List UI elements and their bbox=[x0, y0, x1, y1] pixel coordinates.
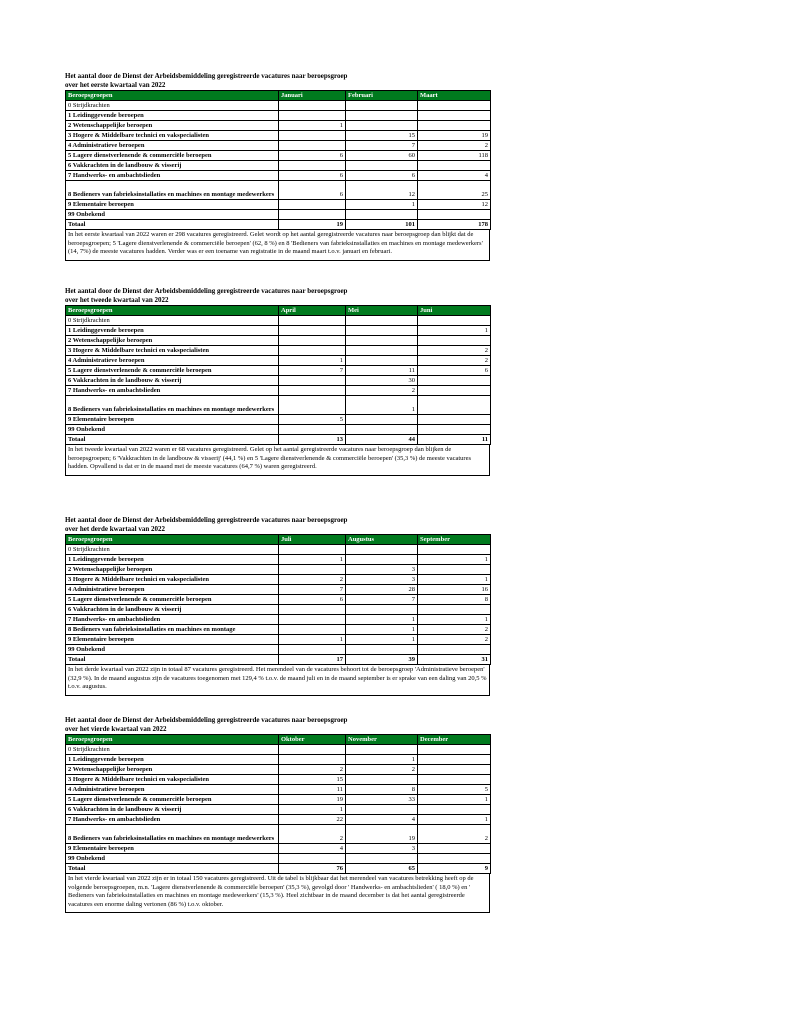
cell-value bbox=[418, 545, 491, 555]
cell-value bbox=[279, 545, 346, 555]
cell-value bbox=[418, 765, 491, 775]
cell-value: 11 bbox=[346, 366, 418, 376]
table-row bbox=[66, 121, 491, 131]
cell-value: 1 bbox=[418, 555, 491, 565]
header-category: Beroepsgroepen bbox=[66, 735, 279, 745]
cell-value: 2 bbox=[418, 635, 491, 645]
row-label: 3 Hogere & Middelbare technici en vakspecialisten bbox=[66, 775, 279, 785]
row-label: 8 Bedieners van fabrieksinstallaties en machines en montage medewerkers bbox=[66, 396, 279, 415]
cell-value: 12 bbox=[418, 200, 491, 210]
row-label: 9 Elementaire beroepen bbox=[66, 635, 279, 645]
table-row bbox=[66, 854, 491, 864]
cell-value bbox=[346, 161, 418, 171]
cell-value bbox=[346, 775, 418, 785]
header-month: Augustus bbox=[346, 535, 418, 545]
table-row bbox=[66, 396, 491, 415]
header-month: Mei bbox=[346, 306, 418, 316]
header-category: Beroepsgroepen bbox=[66, 535, 279, 545]
table-row bbox=[66, 765, 491, 775]
cell-value: 11 bbox=[279, 785, 346, 795]
table-row bbox=[66, 200, 491, 210]
row-label: 2 Wetenschappelijke beroepen bbox=[66, 565, 279, 575]
cell-value: 31 bbox=[418, 655, 491, 665]
cell-value bbox=[346, 101, 418, 111]
row-label: 0 Strijdkrachten bbox=[66, 545, 279, 555]
header-month: Juli bbox=[279, 535, 346, 545]
cell-value bbox=[279, 605, 346, 615]
cell-value bbox=[418, 745, 491, 755]
table-row bbox=[66, 595, 491, 605]
cell-value bbox=[418, 386, 491, 396]
table-row bbox=[66, 425, 491, 435]
cell-value bbox=[418, 101, 491, 111]
cell-value bbox=[279, 625, 346, 635]
cell-value bbox=[279, 396, 346, 415]
row-label: Totaal bbox=[66, 655, 279, 665]
table-row bbox=[66, 161, 491, 171]
row-label: 7 Handwerks- en ambachtslieden bbox=[66, 386, 279, 396]
row-label: 2 Wetenschappelijke beroepen bbox=[66, 765, 279, 775]
cell-value bbox=[279, 131, 346, 141]
row-label: 99 Onbekend bbox=[66, 425, 279, 435]
cell-value: 22 bbox=[279, 815, 346, 825]
cell-value bbox=[346, 415, 418, 425]
cell-value bbox=[418, 755, 491, 765]
cell-value: 1 bbox=[346, 396, 418, 415]
table-subtitle: over het derde kwartaal van 2022 bbox=[65, 525, 165, 533]
cell-value: 1 bbox=[346, 635, 418, 645]
table-row bbox=[66, 415, 491, 425]
row-label: 3 Hogere & Middelbare technici en vakspecialisten bbox=[66, 575, 279, 585]
cell-value: 4 bbox=[279, 844, 346, 854]
table-title: Het aantal door de Dienst der Arbeidsbemiddeling geregistreerde vacatures naar beroepsgroep bbox=[65, 716, 348, 724]
cell-value bbox=[418, 376, 491, 386]
vacancies-table bbox=[65, 90, 491, 230]
header-month: Maart bbox=[418, 91, 491, 101]
row-label: 8 Bedieners van fabrieksinstallaties en machines en montage medewerkers bbox=[66, 825, 279, 844]
cell-value bbox=[346, 336, 418, 346]
table-row bbox=[66, 356, 491, 366]
cell-value bbox=[346, 210, 418, 220]
cell-value: 39 bbox=[346, 655, 418, 665]
table-header-row bbox=[66, 735, 491, 745]
cell-value bbox=[346, 316, 418, 326]
cell-value: 2 bbox=[418, 825, 491, 844]
cell-value: 19 bbox=[279, 220, 346, 230]
row-label: 1 Leidinggevende beroepen bbox=[66, 326, 279, 336]
quarter-section bbox=[65, 516, 490, 696]
row-label: 6 Vakkrachten in de landbouw & visserij bbox=[66, 161, 279, 171]
header-category: Beroepsgroepen bbox=[66, 306, 279, 316]
row-label: 99 Onbekend bbox=[66, 210, 279, 220]
row-label: 5 Lagere dienstverlenende & commerciële beroepen bbox=[66, 366, 279, 376]
cell-value bbox=[418, 336, 491, 346]
cell-value: 7 bbox=[279, 585, 346, 595]
row-label: 5 Lagere dienstverlenende & commerciële beroepen bbox=[66, 151, 279, 161]
cell-value: 4 bbox=[346, 815, 418, 825]
cell-value: 1 bbox=[279, 805, 346, 815]
row-label: 7 Handwerks- en ambachtslieden bbox=[66, 815, 279, 825]
row-label: 3 Hogere & Middelbare technici en vakspecialisten bbox=[66, 131, 279, 141]
header-month: Februari bbox=[346, 91, 418, 101]
table-row bbox=[66, 555, 491, 565]
cell-value: 2 bbox=[418, 141, 491, 151]
table-row bbox=[66, 755, 491, 765]
row-label: 9 Elementaire beroepen bbox=[66, 200, 279, 210]
row-label: 9 Elementaire beroepen bbox=[66, 844, 279, 854]
cell-value bbox=[418, 854, 491, 864]
row-label: 5 Lagere dienstverlenende & commerciële beroepen bbox=[66, 595, 279, 605]
total-row bbox=[66, 655, 491, 665]
table-header-row bbox=[66, 91, 491, 101]
cell-value: 2 bbox=[418, 356, 491, 366]
row-label: 0 Strijdkrachten bbox=[66, 101, 279, 111]
cell-value: 7 bbox=[346, 595, 418, 605]
cell-value bbox=[346, 121, 418, 131]
cell-value bbox=[418, 161, 491, 171]
table-title: Het aantal door de Dienst der Arbeidsbemiddeling geregistreerde vacatures naar beroepsgroep bbox=[65, 287, 348, 295]
row-label: Totaal bbox=[66, 435, 279, 445]
cell-value bbox=[418, 111, 491, 121]
cell-value bbox=[279, 336, 346, 346]
cell-value: 178 bbox=[418, 220, 491, 230]
row-label: 4 Administratieve beroepen bbox=[66, 785, 279, 795]
cell-value bbox=[418, 316, 491, 326]
cell-value bbox=[346, 645, 418, 655]
row-label: 99 Onbekend bbox=[66, 645, 279, 655]
cell-value bbox=[346, 346, 418, 356]
cell-value: 6 bbox=[279, 595, 346, 605]
cell-value: 101 bbox=[346, 220, 418, 230]
cell-value: 1 bbox=[418, 326, 491, 336]
row-label: 6 Vakkrachten in de landbouw & visserij bbox=[66, 605, 279, 615]
cell-value: 3 bbox=[346, 844, 418, 854]
cell-value bbox=[279, 101, 346, 111]
table-row bbox=[66, 625, 491, 635]
table-title: Het aantal door de Dienst der Arbeidsbemiddeling geregistreerde vacatures naar beroepsgroep bbox=[65, 516, 348, 524]
table-row bbox=[66, 346, 491, 356]
cell-value bbox=[279, 346, 346, 356]
cell-value bbox=[346, 854, 418, 864]
cell-value: 6 bbox=[279, 181, 346, 200]
cell-value: 1 bbox=[346, 615, 418, 625]
cell-value bbox=[279, 386, 346, 396]
cell-value bbox=[418, 415, 491, 425]
row-label: 0 Strijdkrachten bbox=[66, 316, 279, 326]
cell-value: 2 bbox=[279, 575, 346, 585]
table-row bbox=[66, 326, 491, 336]
cell-value: 1 bbox=[346, 200, 418, 210]
quarter-note: In het vierde kwartaal van 2022 zijn er in totaal 150 vacatures geregistreerd. Uit de tabel is blijkbaar dat het merendeel van vacatures betrekking heeft op de volgende beroepsgroepen, m.n. 'Lagere dienstverlenende & commerciële beroepen' (35,3 %), gevolgd door ' Handwerks- en ambachtslieden' ( 18,0 %) en ' Bedieners van fabrieksinstallaties en machines en montage medewerkers' (15,3 %). Heel zichtbaar in de maand december is dat het aantal geregistreerde vacatures een enorme daling vertonen (86 %) t.o.v. oktober. bbox=[65, 874, 490, 913]
row-label: 7 Handwerks- en ambachtslieden bbox=[66, 171, 279, 181]
table-row bbox=[66, 844, 491, 854]
row-label: 1 Leidinggevende beroepen bbox=[66, 755, 279, 765]
cell-value bbox=[279, 161, 346, 171]
header-month: November bbox=[346, 735, 418, 745]
row-label: 4 Administratieve beroepen bbox=[66, 141, 279, 151]
table-row bbox=[66, 825, 491, 844]
cell-value: 2 bbox=[346, 386, 418, 396]
quarter-section bbox=[65, 72, 490, 261]
cell-value: 19 bbox=[279, 795, 346, 805]
cell-value bbox=[346, 605, 418, 615]
cell-value: 1 bbox=[346, 755, 418, 765]
cell-value: 1 bbox=[418, 615, 491, 625]
table-row bbox=[66, 605, 491, 615]
row-label: 7 Handwerks- en ambachtslieden bbox=[66, 615, 279, 625]
cell-value: 2 bbox=[346, 765, 418, 775]
header-month: Oktober bbox=[279, 735, 346, 745]
cell-value: 33 bbox=[346, 795, 418, 805]
row-label: 2 Wetenschappelijke beroepen bbox=[66, 121, 279, 131]
header-category: Beroepsgroepen bbox=[66, 91, 279, 101]
cell-value bbox=[279, 854, 346, 864]
cell-value: 19 bbox=[346, 825, 418, 844]
cell-value: 4 bbox=[418, 171, 491, 181]
cell-value bbox=[279, 565, 346, 575]
cell-value: 6 bbox=[279, 151, 346, 161]
table-row bbox=[66, 181, 491, 200]
cell-value bbox=[346, 545, 418, 555]
table-row bbox=[66, 565, 491, 575]
table-row bbox=[66, 545, 491, 555]
vacancies-table bbox=[65, 534, 491, 665]
cell-value: 1 bbox=[279, 635, 346, 645]
table-subtitle: over het eerste kwartaal van 2022 bbox=[65, 81, 166, 89]
cell-value: 2 bbox=[279, 825, 346, 844]
row-label: 5 Lagere dienstverlenende & commerciële beroepen bbox=[66, 795, 279, 805]
cell-value bbox=[346, 326, 418, 336]
cell-value: 65 bbox=[346, 864, 418, 874]
cell-value bbox=[279, 376, 346, 386]
quarter-note: In het eerste kwartaal van 2022 waren er 298 vacatures geregistreerd. Gelet wordt op het aantal geregistreerde vacatures naar beroepsgroep dan blijkt dat de beroepsgroepen; 5 'Lagere dienstverlenende & commerciële beroepen' (62, 8 %) en 8 'Bedieners van fabrieksinstallaties en machines en montage medewerkers' (14, 7%) de meeste vacatures hadden. Verder was er een toename van registratie in de maand maart t.o.v. januari en februari. bbox=[65, 230, 490, 261]
table-row bbox=[66, 376, 491, 386]
header-month: Januari bbox=[279, 91, 346, 101]
cell-value: 1 bbox=[418, 795, 491, 805]
vacancies-table bbox=[65, 305, 491, 445]
total-row bbox=[66, 220, 491, 230]
cell-value: 7 bbox=[346, 141, 418, 151]
cell-value: 11 bbox=[418, 435, 491, 445]
table-title: Het aantal door de Dienst der Arbeidsbemiddeling geregistreerde vacatures naar beroepsgroep bbox=[65, 72, 348, 80]
cell-value bbox=[418, 210, 491, 220]
cell-value: 44 bbox=[346, 435, 418, 445]
table-row bbox=[66, 775, 491, 785]
cell-value: 16 bbox=[418, 585, 491, 595]
row-label: 2 Wetenschappelijke beroepen bbox=[66, 336, 279, 346]
cell-value bbox=[418, 425, 491, 435]
row-label: 99 Onbekend bbox=[66, 854, 279, 864]
cell-value: 3 bbox=[346, 565, 418, 575]
cell-value bbox=[279, 645, 346, 655]
table-row bbox=[66, 815, 491, 825]
cell-value: 1 bbox=[279, 555, 346, 565]
table-subtitle: over het tweede kwartaal van 2022 bbox=[65, 296, 169, 304]
cell-value: 17 bbox=[279, 655, 346, 665]
cell-value: 6 bbox=[279, 171, 346, 181]
table-row bbox=[66, 366, 491, 376]
table-row bbox=[66, 635, 491, 645]
cell-value bbox=[418, 565, 491, 575]
row-label: Totaal bbox=[66, 864, 279, 874]
cell-value bbox=[418, 605, 491, 615]
row-label: 6 Vakkrachten in de landbouw & visserij bbox=[66, 805, 279, 815]
row-label: 4 Administratieve beroepen bbox=[66, 356, 279, 366]
cell-value bbox=[279, 425, 346, 435]
table-row bbox=[66, 745, 491, 755]
cell-value: 118 bbox=[418, 151, 491, 161]
cell-value: 1 bbox=[279, 121, 346, 131]
cell-value bbox=[279, 745, 346, 755]
header-month: December bbox=[418, 735, 491, 745]
cell-value bbox=[346, 111, 418, 121]
table-header-row bbox=[66, 306, 491, 316]
table-row bbox=[66, 141, 491, 151]
row-label: 0 Strijdkrachten bbox=[66, 745, 279, 755]
cell-value bbox=[279, 316, 346, 326]
cell-value: 6 bbox=[418, 366, 491, 376]
cell-value bbox=[279, 141, 346, 151]
quarter-section bbox=[65, 716, 490, 913]
row-label: 3 Hogere & Middelbare technici en vakspecialisten bbox=[66, 346, 279, 356]
cell-value bbox=[418, 396, 491, 415]
cell-value: 15 bbox=[279, 775, 346, 785]
row-label: 8 Bedieners van fabrieksinstallaties en machines en montage medewerkers bbox=[66, 181, 279, 200]
cell-value: 60 bbox=[346, 151, 418, 161]
cell-value: 8 bbox=[418, 595, 491, 605]
cell-value bbox=[279, 755, 346, 765]
row-label: 1 Leidinggevende beroepen bbox=[66, 111, 279, 121]
table-row bbox=[66, 795, 491, 805]
cell-value bbox=[279, 326, 346, 336]
cell-value: 13 bbox=[279, 435, 346, 445]
cell-value: 30 bbox=[346, 376, 418, 386]
cell-value bbox=[418, 645, 491, 655]
cell-value bbox=[418, 775, 491, 785]
cell-value: 1 bbox=[418, 575, 491, 585]
header-month: April bbox=[279, 306, 346, 316]
quarter-section bbox=[65, 287, 490, 476]
row-label: 1 Leidinggevende beroepen bbox=[66, 555, 279, 565]
cell-value bbox=[279, 111, 346, 121]
cell-value: 8 bbox=[346, 785, 418, 795]
row-label: Totaal bbox=[66, 220, 279, 230]
cell-value: 1 bbox=[279, 356, 346, 366]
cell-value: 25 bbox=[418, 181, 491, 200]
table-row bbox=[66, 131, 491, 141]
cell-value: 19 bbox=[418, 131, 491, 141]
cell-value: 1 bbox=[418, 815, 491, 825]
row-label: 4 Administratieve beroepen bbox=[66, 585, 279, 595]
quarter-note: In het derde kwartaal van 2022 zijn in totaal 87 vacatures geregistreerd. Het merendeel van de vacatures behoort tot de beroepsgroep 'Administratieve beroepen' (32,9 %). In de maand augustus zijn de vacatures toegenomen met 129,4 % t.o.v. de maand juli en in de maand september is er sprake van een daling van 20,5 % t.o.v. augustus. bbox=[65, 665, 490, 696]
total-row bbox=[66, 864, 491, 874]
cell-value bbox=[418, 844, 491, 854]
table-row bbox=[66, 101, 491, 111]
cell-value: 5 bbox=[279, 415, 346, 425]
table-row bbox=[66, 151, 491, 161]
row-label: 6 Vakkrachten in de landbouw & visserij bbox=[66, 376, 279, 386]
cell-value bbox=[279, 210, 346, 220]
table-row bbox=[66, 111, 491, 121]
table-row bbox=[66, 585, 491, 595]
table-row bbox=[66, 785, 491, 795]
cell-value: 12 bbox=[346, 181, 418, 200]
cell-value: 2 bbox=[418, 625, 491, 635]
cell-value: 15 bbox=[346, 131, 418, 141]
table-row bbox=[66, 575, 491, 585]
table-row bbox=[66, 386, 491, 396]
header-month: Juni bbox=[418, 306, 491, 316]
cell-value: 28 bbox=[346, 585, 418, 595]
cell-value bbox=[346, 805, 418, 815]
cell-value bbox=[346, 555, 418, 565]
table-subtitle: over het vierde kwartaal van 2022 bbox=[65, 725, 167, 733]
total-row bbox=[66, 435, 491, 445]
row-label: 9 Elementaire beroepen bbox=[66, 415, 279, 425]
cell-value: 7 bbox=[279, 366, 346, 376]
cell-value bbox=[418, 121, 491, 131]
cell-value bbox=[346, 745, 418, 755]
vacancies-table bbox=[65, 734, 491, 874]
cell-value bbox=[279, 615, 346, 625]
cell-value bbox=[279, 200, 346, 210]
table-row bbox=[66, 615, 491, 625]
cell-value: 6 bbox=[346, 171, 418, 181]
header-month: September bbox=[418, 535, 491, 545]
table-row bbox=[66, 645, 491, 655]
cell-value: 76 bbox=[279, 864, 346, 874]
cell-value: 3 bbox=[346, 575, 418, 585]
cell-value: 5 bbox=[418, 785, 491, 795]
table-row bbox=[66, 805, 491, 815]
table-row bbox=[66, 210, 491, 220]
table-row bbox=[66, 171, 491, 181]
quarter-note: In het tweede kwartaal van 2022 waren er 68 vacatures geregistreerd. Gelet op het aantal geregistreerde vacatures naar beroepsgroep dan blijken de beroepsgroepen; 6 'Vakkrachten in de landbouw & visserij' (44,1 %) en 5 'Lagere dienstverlenende & commerciële beroepen' (35,3 %) de meeste vacatures hadden. Opvallend is dat er in de maand mei de meeste vacatures (64,7 %) waren geregistreerd. bbox=[65, 445, 490, 476]
table-row bbox=[66, 336, 491, 346]
cell-value: 2 bbox=[418, 346, 491, 356]
row-label: 8 Bedieners van fabrieksinstallaties en machines en montage bbox=[66, 625, 279, 635]
cell-value: 1 bbox=[346, 625, 418, 635]
table-header-row bbox=[66, 535, 491, 545]
cell-value: 2 bbox=[279, 765, 346, 775]
cell-value: 9 bbox=[418, 864, 491, 874]
cell-value bbox=[418, 805, 491, 815]
cell-value bbox=[346, 356, 418, 366]
cell-value bbox=[346, 425, 418, 435]
table-row bbox=[66, 316, 491, 326]
